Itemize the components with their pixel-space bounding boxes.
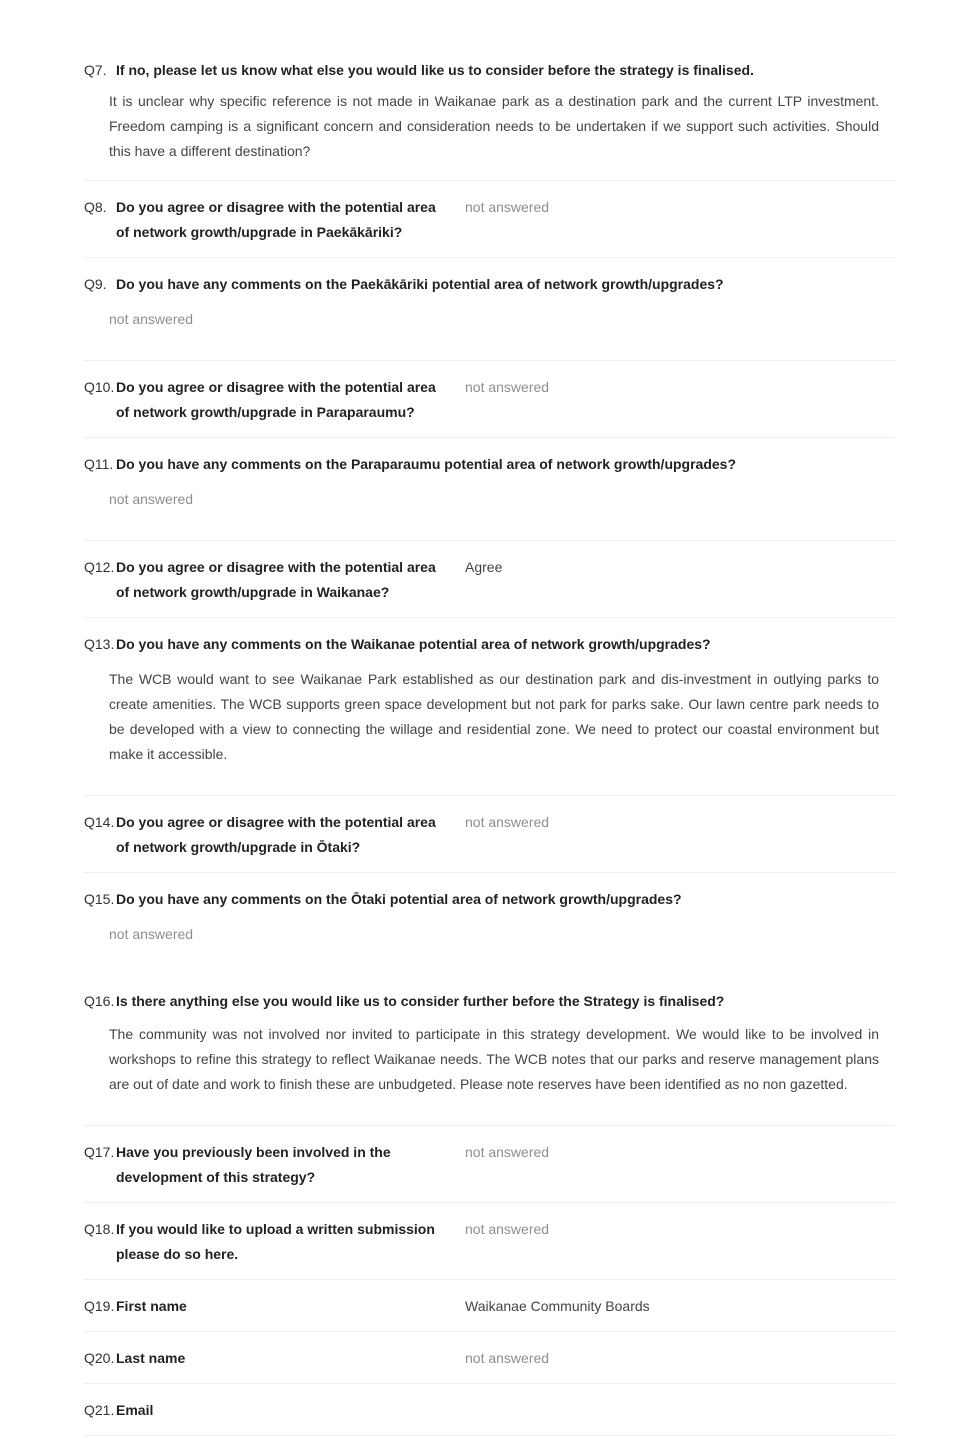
answer-value: not answered (465, 1144, 550, 1160)
question-number: Q13. (84, 636, 115, 652)
question-q20 (84, 1332, 895, 1384)
answer-value: not answered (465, 379, 550, 395)
answer-value: not answered (465, 199, 550, 215)
question-q14 (84, 796, 895, 873)
question-number: Q21. (84, 1402, 115, 1418)
question-text: Do you agree or disagree with the potential area of network growth/upgrade in Paekākāriki? (116, 199, 436, 240)
question-number: Q11. (84, 456, 114, 472)
question-text: Is there anything else you would like us to consider further before the Strategy is finalised? (116, 993, 725, 1009)
answer-text: The community was not involved nor invited to participate in this strategy development. We would like to be involved in workshops to refine this strategy to reflect Waikanae needs. The WCB notes that our parks and reserve management plans are out of date and work to finish these are unbudgeted. Please note reserves have been identified as no non gazetted. (109, 1026, 879, 1092)
question-number: Q15. (84, 891, 115, 907)
question-text: First name (116, 1298, 187, 1314)
question-text: Have you previously been involved in the development of this strategy? (116, 1144, 391, 1185)
question-text: Do you agree or disagree with the potential area of network growth/upgrade in Ōtaki? (116, 814, 436, 855)
answer-text: The WCB would want to see Waikanae Park established as our destination park and dis-investment in outlying parks to create amenities. The WCB supports green space development but not park for parks sake. Our lawn centre park needs to be developed with a view to connecting the willage and residential zone. We need to protect our coastal environment but make it accessible. (109, 671, 879, 762)
question-number: Q9. (84, 276, 107, 292)
answer-value: not answered (465, 1350, 550, 1366)
question-number: Q12. (84, 559, 115, 575)
question-text: Last name (116, 1350, 186, 1366)
question-q7 (84, 0, 895, 181)
question-number: Q18. (84, 1221, 115, 1237)
question-number: Q10. (84, 379, 115, 395)
question-q16 (84, 975, 895, 1126)
question-number: Q16. (84, 993, 115, 1009)
answer-text: not answered (109, 311, 194, 327)
question-text: Do you agree or disagree with the potential area of network growth/upgrade in Paraparaumu? (116, 379, 436, 420)
question-number: Q20. (84, 1350, 115, 1366)
question-q18 (84, 1203, 895, 1280)
question-number: Q14. (84, 814, 115, 830)
question-q11 (84, 438, 895, 541)
question-q17 (84, 1126, 895, 1203)
question-number: Q8. (84, 199, 107, 215)
answer-value: Waikanae Community Boards (465, 1298, 650, 1314)
answer-text: not answered (109, 926, 194, 942)
answer-value: not answered (465, 1221, 550, 1237)
question-number: Q17. (84, 1144, 115, 1160)
question-text: If no, please let us know what else you would like us to consider before the strategy is finalised. (116, 62, 754, 78)
question-number: Q7. (84, 62, 107, 78)
question-text: Email (116, 1402, 154, 1418)
question-q8 (84, 181, 895, 258)
question-q21 (84, 1384, 895, 1436)
question-text: Do you have any comments on the Paraparaumu potential area of network growth/upgrades? (116, 456, 737, 472)
answer-text: not answered (109, 491, 194, 507)
question-q15 (84, 873, 895, 975)
question-text: Do you have any comments on the Paekākāriki potential area of network growth/upgrades? (116, 276, 724, 292)
answer-value: not answered (465, 814, 550, 830)
question-q13 (84, 618, 895, 796)
question-text: Do you have any comments on the Waikanae potential area of network growth/upgrades? (116, 636, 711, 652)
question-q19 (84, 1280, 895, 1332)
answer-text: It is unclear why specific reference is not made in Waikanae park as a destination park and the current LTP investment. Freedom camping is a significant concern and consideration needs to be undertaken if we support such activities. Should this have a different destination? (109, 93, 879, 159)
question-q10 (84, 361, 895, 438)
question-number: Q19. (84, 1298, 115, 1314)
question-text: Do you have any comments on the Ōtaki potential area of network growth/upgrades? (116, 891, 682, 907)
answer-value: Agree (465, 559, 503, 575)
question-q12 (84, 541, 895, 618)
question-text: Do you agree or disagree with the potential area of network growth/upgrade in Waikanae? (116, 559, 436, 600)
question-text: If you would like to upload a written submission please do so here. (116, 1221, 435, 1262)
question-q9 (84, 258, 895, 361)
